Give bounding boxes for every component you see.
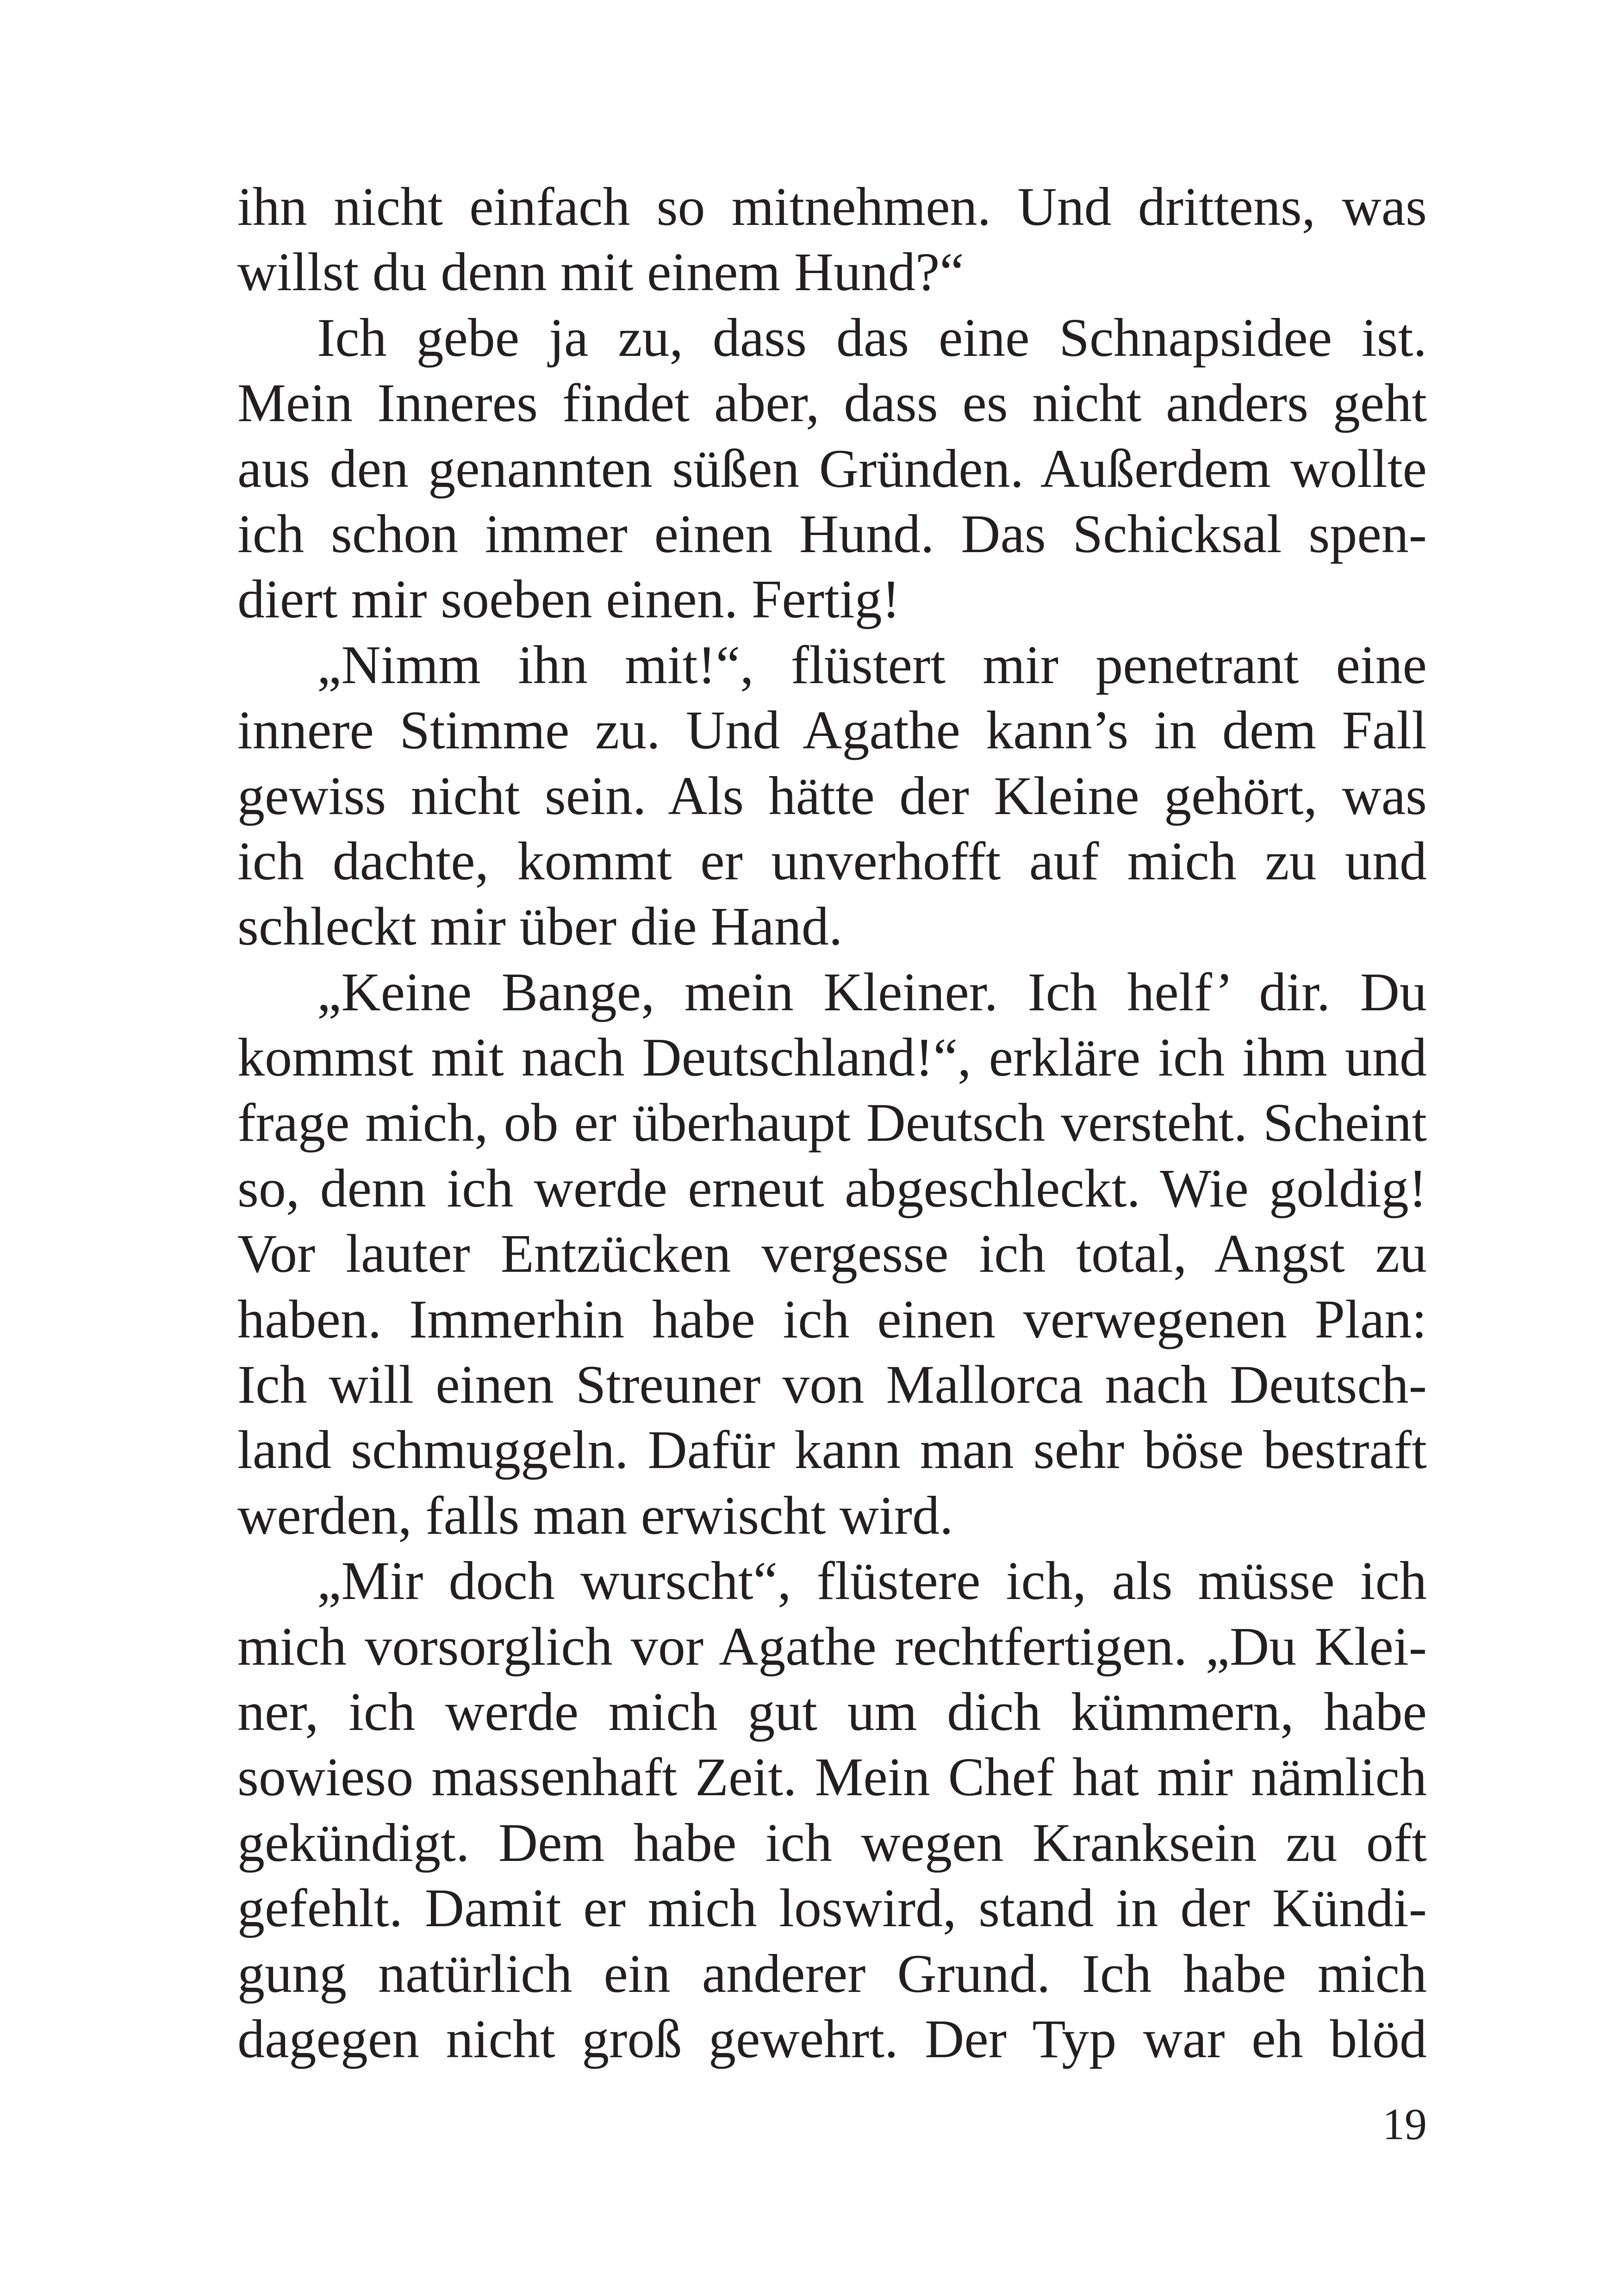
text-line: Mein Inneres findet aber, dass es nicht anders geht: [237, 373, 1427, 434]
text-line: innere Stimme zu. Und Agathe kann’s in dem Fall: [237, 700, 1427, 761]
text-line: ner, ich werde mich gut um dich kümmern, habe: [237, 1681, 1427, 1742]
text-line: sowieso massenhaft Zeit. Mein Chef hat mir nämlich: [237, 1747, 1427, 1808]
text-line: schleckt mir über die Hand.: [237, 896, 843, 957]
text-line: gewiss nicht sein. Als hätte der Kleine gehört, was: [237, 765, 1427, 826]
text-line: Ich will einen Streuner von Mallorca nach Deutsch-: [237, 1354, 1427, 1415]
text-line: ich dachte, kommt er unverhofft auf mich zu und: [237, 830, 1427, 891]
text-line: „Keine Bange, mein Kleiner. Ich helf’ dir. Du: [317, 961, 1427, 1022]
text-line: aus den genannten süßen Gründen. Außerdem wollte: [237, 438, 1427, 499]
body-text: [237, 174, 1427, 2072]
text-line: dagegen nicht groß gewehrt. Der Typ war eh blöd: [237, 2008, 1427, 2069]
text-line: land schmuggeln. Dafür kann man sehr böse bestraft: [237, 1419, 1427, 1481]
text-line: „Nimm ihn mit!“, flüstert mir penetrant eine: [317, 634, 1427, 695]
text-line: Vor lauter Entzücken vergesse ich total, Angst zu: [237, 1223, 1427, 1284]
text-line: diert mir soeben einen. Fertig!: [237, 569, 900, 630]
text-line: frage mich, ob er überhaupt Deutsch versteht. Scheint: [237, 1092, 1427, 1153]
page-number: 19: [1382, 2099, 1427, 2149]
text-line: „Mir doch wurscht“, flüstere ich, als müsse ich: [317, 1550, 1427, 1612]
text-line: willst du denn mit einem Hund?“: [237, 242, 964, 303]
text-line: gekündigt. Dem habe ich wegen Kranksein zu oft: [237, 1812, 1427, 1873]
text-line: werden, falls man erwischt wird.: [237, 1485, 953, 1546]
text-line: gung natürlich ein anderer Grund. Ich habe mich: [237, 1943, 1427, 2004]
text-line: haben. Immerhin habe ich einen verwegenen Plan:: [237, 1288, 1427, 1350]
text-line: mich vorsorglich vor Agathe rechtfertigen. „Du Klei-: [237, 1616, 1427, 1677]
text-line: ihn nicht einfach so mitnehmen. Und drittens, was: [237, 176, 1427, 237]
text-line: kommst mit nach Deutschland!“, erkläre ich ihm und: [237, 1027, 1427, 1088]
text-line: gefehlt. Damit er mich loswird, stand in der Kündi-: [237, 1878, 1427, 1939]
text-line: ich schon immer einen Hund. Das Schicksal spen-: [237, 503, 1427, 564]
text-line: so, denn ich werde erneut abgeschleckt. Wie goldig!: [237, 1157, 1427, 1219]
text-line: Ich gebe ja zu, dass das eine Schnapsidee ist.: [317, 307, 1427, 368]
